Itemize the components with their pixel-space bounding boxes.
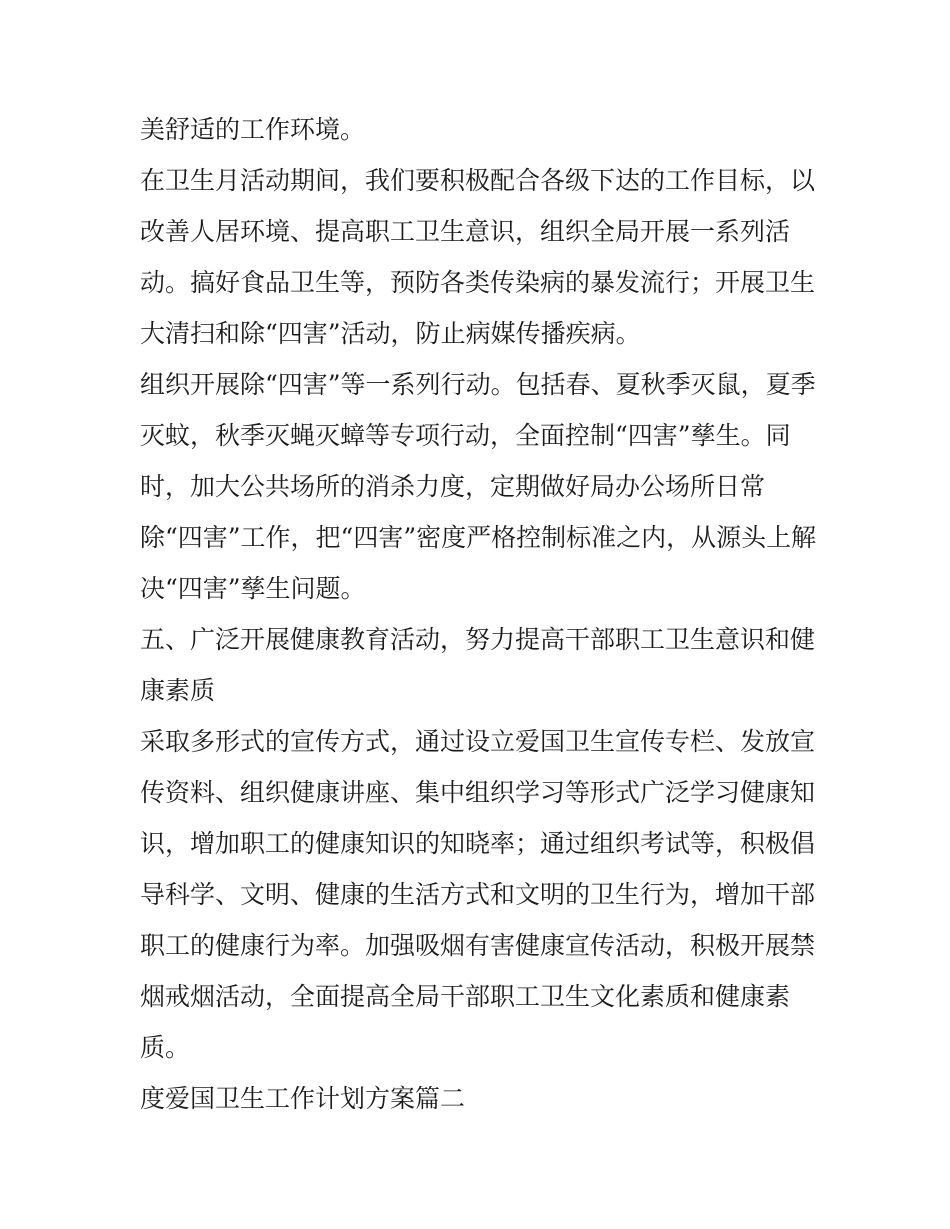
text-line: 灭蚊，秋季灭蝇灭蟑等专项行动，全面控制“四害”孳生。同: [140, 421, 791, 450]
section-heading-line: 五、广泛开展健康教育活动，努力提高干部职工卫生意识和健: [140, 625, 816, 654]
text-line: 烟戒烟活动，全面提高全局干部职工卫生文化素质和健康素: [140, 982, 791, 1011]
text-line: 质。: [140, 1033, 191, 1062]
text-line: 采取多形式的宣传方式，通过设立爱国卫生宣传专栏、发放宣: [140, 727, 816, 756]
document-title-line: 度爱国卫生工作计划方案篇二: [140, 1084, 466, 1113]
text-line: 在卫生月活动期间，我们要积极配合各级下达的工作目标，以: [140, 166, 816, 195]
text-line: 组织开展除“四害”等一系列行动。包括春、夏秋季灭鼠，夏季: [140, 370, 816, 399]
text-line: 职工的健康行为率。加强吸烟有害健康宣传活动，积极开展禁: [140, 931, 816, 960]
text-line: 除“四害”工作，把“四害”密度严格控制标准之内，从源头上解: [140, 523, 817, 552]
text-line: 大清扫和除“四害”活动，防止病媒传播疾病。: [140, 319, 641, 348]
text-line: 导科学、文明、健康的生活方式和文明的卫生行为，增加干部: [140, 880, 816, 909]
text-line: 动。搞好食品卫生等，预防各类传染病的暴发流行；开展卫生: [140, 268, 816, 297]
text-line: 美舒适的工作环境。: [140, 115, 366, 144]
section-heading-line: 康素质: [140, 676, 216, 705]
text-line: 时，加大公共场所的消杀力度，定期做好局办公场所日常: [140, 472, 766, 501]
text-line: 传资料、组织健康讲座、集中组织学习等形式广泛学习健康知: [140, 778, 816, 807]
document-body: [140, 104, 820, 1124]
text-line: 决“四害”孳生问题。: [140, 574, 366, 603]
text-line: 改善人居环境、提高职工卫生意识，组织全局开展一系列活: [140, 217, 791, 246]
text-line: 识，增加职工的健康知识的知晓率；通过组织考试等，积极倡: [140, 829, 816, 858]
